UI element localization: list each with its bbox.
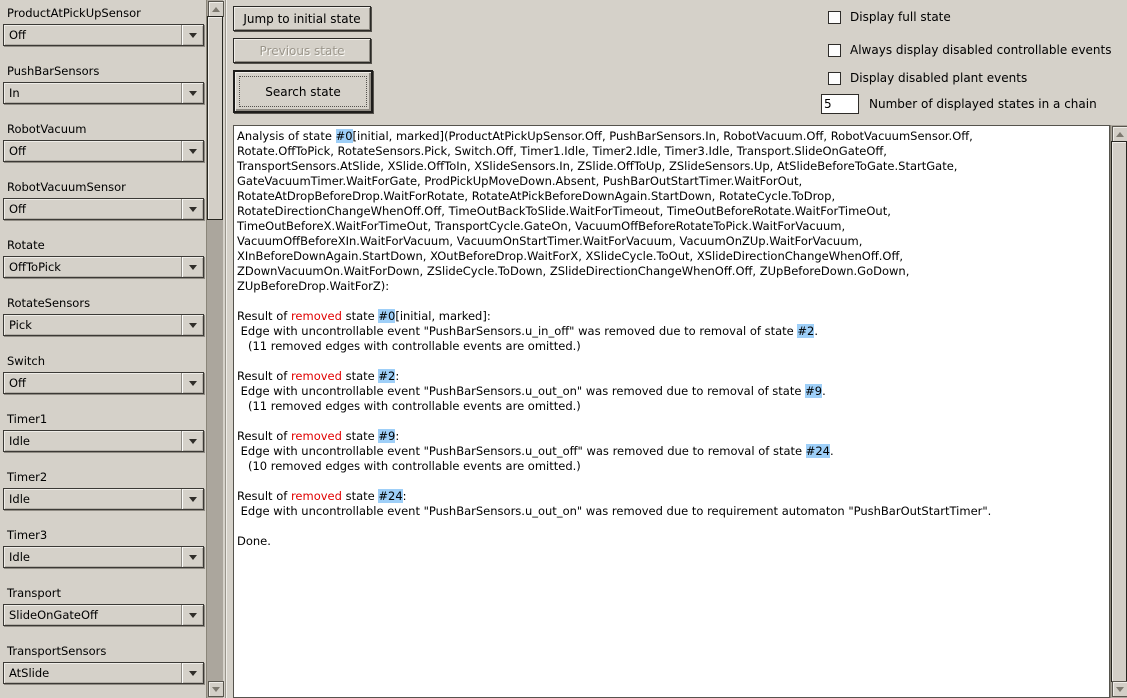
log-line [237,444,1107,459]
variable-select-timer3[interactable] [3,546,204,568]
state-variables-panel [0,0,206,698]
state-reference[interactable]: #9 [378,429,396,443]
variable-name-label: TransportSensors [7,644,107,658]
log-line [237,174,1107,189]
variable-group-rotatesensors [0,290,206,348]
chevron-down-icon[interactable] [182,25,203,45]
log-text: state [341,429,379,443]
log-line [237,324,1107,339]
option-row-always-disabled [828,43,1112,57]
log-text: Edge with uncontrollable event "PushBarSensors.u_out_off" was removed due to removal of state [237,444,806,458]
variable-select-productatpickupsensor[interactable] [3,24,204,46]
log-line [237,159,1107,174]
scroll-down-icon [212,687,220,692]
panel-divider [226,0,227,698]
variable-selected-value: Off [9,202,26,216]
scroll-down-icon [1116,687,1124,692]
analysis-output[interactable] [233,125,1110,698]
log-text: XInBeforeDownAgain.StartDown, XOutBeforeDrop.WaitForX, XSlideCycle.ToOut, XSlideDirectionChangeWhenOff.Off, [237,249,904,263]
variable-group-transport [0,580,206,638]
log-line [237,354,1107,369]
chevron-down-icon[interactable] [182,199,203,219]
variable-group-switch [0,348,206,406]
chevron-down-icon[interactable] [182,141,203,161]
state-reference[interactable]: #0 [378,309,396,323]
log-text: state [341,369,379,383]
variable-selected-value: In [9,86,20,100]
log-text: TransportSensors.AtSlide, XSlide.OffToIn, XSlideSensors.In, ZSlide.OffToUp, ZSlideSensors.Up, AtSlideBeforeToGate.StartGate, [237,159,958,173]
log-text: Result of [237,489,291,503]
chevron-down-icon[interactable] [182,373,203,393]
log-text: [initial, marked](ProductAtPickUpSensor.Off, PushBarSensors.In, RobotVacuum.Off, RobotVacuumSensor.Off, [352,129,973,143]
variable-select-timer1[interactable] [3,430,204,452]
variable-select-pushbarsensors[interactable] [3,82,204,104]
log-text: : [402,489,407,503]
scroll-up-icon [1116,132,1124,137]
log-line [237,234,1107,249]
log-text: Result of [237,309,291,323]
log-line [237,519,1107,534]
option-row-chain-count [821,94,1097,114]
variable-group-productatpickupsensor [0,0,206,58]
search-state-button-label: Search state [239,76,367,107]
chevron-down-icon[interactable] [182,315,203,335]
log-line [237,384,1107,399]
log-line [237,339,1107,354]
chevron-down-icon[interactable] [182,489,203,509]
variable-name-label: ProductAtPickUpSensor [7,6,141,20]
option-row-full-state [828,10,951,24]
variable-name-label: Switch [7,354,46,368]
output-scrollbar-thumb[interactable] [1111,141,1127,682]
variable-name-label: Transport [7,586,61,600]
variable-name-label: RobotVacuum [7,122,87,136]
variable-select-robotvacuumsensor[interactable] [3,198,204,220]
log-text: ZUpBeforeDrop.WaitForZ): [237,279,390,293]
variable-selected-value: SlideOnGateOff [9,608,98,622]
chain-count-label: Number of displayed states in a chain [869,97,1097,111]
log-line [237,369,1107,384]
log-text: RotateDirectionChangeWhenOff.Off, TimeOutBackToSlide.WaitForTimeout, TimeOutBeforeRotate.WaitForTimeOut, [237,204,891,218]
chevron-down-icon[interactable] [182,605,203,625]
variable-select-rotate[interactable] [3,256,204,278]
variable-selected-value: Idle [9,434,30,448]
state-reference[interactable]: #24 [805,444,831,458]
log-text: (10 removed edges with controllable events are omitted.) [237,459,581,473]
log-line [237,399,1107,414]
variable-name-label: RobotVacuumSensor [7,180,126,194]
removed-keyword: removed [290,429,342,443]
option-row-plant-events [828,71,1027,85]
log-line [237,129,1107,144]
variable-selected-value: Off [9,28,26,42]
output-scroll-up-button[interactable] [1112,126,1127,142]
log-line [237,474,1107,489]
log-text: [initial, marked]: [395,309,491,323]
state-reference[interactable]: #2 [378,369,396,383]
removed-keyword: removed [290,489,342,503]
variable-group-robotvacuumsensor [0,174,206,232]
variable-selected-value: Idle [9,550,30,564]
variable-select-timer2[interactable] [3,488,204,510]
log-line [237,279,1107,294]
log-line [237,489,1107,504]
always-display-disabled-controllable-checkbox[interactable] [828,44,841,57]
log-line [237,189,1107,204]
display-disabled-plant-events-checkbox[interactable] [828,72,841,85]
variable-name-label: Timer1 [7,412,48,426]
log-text: GateVacuumTimer.WaitForGate, ProdPickUpMoveDown.Absent, PushBarOutStartTimer.WaitForOut, [237,174,803,188]
log-text: TimeOutBeforeX.WaitForTimeOut, TransportCycle.GateOn, VacuumOffBeforeRotateToPick.WaitForVacuum, [237,219,846,233]
log-line [237,204,1107,219]
log-text: . [814,324,818,338]
chevron-down-icon[interactable] [182,431,203,451]
variable-group-pushbarsensors [0,58,206,116]
log-text: Result of [237,429,291,443]
scroll-up-button[interactable] [208,1,224,17]
log-text: VacuumOffBeforeXIn.WaitForVacuum, VacuumOnStartTimer.WaitForVacuum, VacuumOnZUp.WaitForVacuum, [237,234,863,248]
variable-select-transport[interactable] [3,604,204,626]
variable-name-label: Timer3 [7,528,48,542]
log-line [237,459,1107,474]
log-text: (11 removed edges with controllable events are omitted.) [237,399,581,413]
log-text: ZDownVacuumOn.WaitForDown, ZSlideCycle.ToDown, ZSlideDirectionChangeWhenOff.Off, ZUpBeforeDown.GoDown, [237,264,910,278]
log-text: Result of [237,369,291,383]
log-line [237,309,1107,324]
variable-select-switch[interactable] [3,372,204,394]
state-reference[interactable]: #9 [805,384,823,398]
variable-name-label: RotateSensors [7,296,91,310]
chain-count-input[interactable] [821,94,859,114]
sidebar-scrollbar[interactable] [206,0,223,698]
scroll-down-button[interactable] [208,681,224,697]
variable-group-robotvacuum [0,116,206,174]
log-text: Rotate.OffToPick, RotateSensors.Pick, Switch.Off, Timer1.Idle, Timer2.Idle, Timer3.Idle, Transport.SlideOnGateOff, [237,144,887,158]
log-text: (11 removed edges with controllable events are omitted.) [237,339,581,353]
scroll-up-icon [212,7,220,12]
log-text: Edge with uncontrollable event "PushBarSensors.u_in_off" was removed due to removal of state [237,324,798,338]
always-display-disabled-controllable-label: Always display disabled controllable events [850,43,1112,57]
log-text: Edge with uncontrollable event "PushBarSensors.u_out_on" was removed due to removal of state [237,384,806,398]
chevron-down-icon[interactable] [182,663,203,683]
log-text: Analysis of state [237,129,336,143]
variable-selected-value: OffToPick [9,260,61,274]
jump-initial-state-button[interactable]: Jump to initial state [233,6,371,31]
log-text: Done. [237,534,271,548]
chevron-down-icon[interactable] [182,83,203,103]
variable-select-transportsensors[interactable] [3,662,204,684]
variable-selected-value: Pick [9,318,32,332]
log-line [237,219,1107,234]
state-reference[interactable]: #24 [378,489,403,503]
variable-selected-value: AtSlide [9,666,50,680]
variable-name-label: PushBarSensors [7,64,100,78]
removed-keyword: removed [290,309,342,323]
log-text: . [830,444,834,458]
state-reference[interactable]: #0 [335,129,353,143]
chevron-down-icon[interactable] [182,547,203,567]
variable-group-timer1 [0,406,206,464]
variable-name-label: Rotate [7,238,45,252]
variable-name-label: Timer2 [7,470,48,484]
log-line [237,294,1107,309]
log-line [237,144,1107,159]
state-reference[interactable]: #2 [797,324,815,338]
search-state-button[interactable] [233,70,373,113]
log-line [237,264,1107,279]
output-scrollbar[interactable] [1110,125,1127,698]
variable-selected-value: Idle [9,492,30,506]
previous-state-button[interactable]: Previous state [233,38,371,63]
variable-selected-value: Off [9,376,26,390]
log-line [237,414,1107,429]
variable-group-rotate [0,232,206,290]
sidebar-scrollbar-thumb[interactable] [207,16,223,220]
chevron-down-icon[interactable] [182,257,203,277]
log-line [237,534,1107,549]
variable-select-rotatesensors[interactable] [3,314,204,336]
variable-group-timer2 [0,464,206,522]
log-text: Edge with uncontrollable event "PushBarSensors.u_out_on" was removed due to requirement automaton "PushBarOutStartTimer". [237,504,992,518]
log-line [237,504,1107,519]
log-text: . [822,384,826,398]
variable-group-timer3 [0,522,206,580]
log-line [237,249,1107,264]
log-text: state [341,309,379,323]
display-full-state-checkbox[interactable] [828,11,841,24]
output-scroll-down-button[interactable] [1112,681,1127,697]
log-line [237,429,1107,444]
log-text: : [395,429,400,443]
log-text: state [341,489,379,503]
log-text: : [395,369,400,383]
variable-group-transportsensors [0,638,206,696]
removed-keyword: removed [290,369,342,383]
variable-select-robotvacuum[interactable] [3,140,204,162]
variable-selected-value: Off [9,144,26,158]
log-text: RotateAtDropBeforeDrop.WaitForRotate, RotateAtPickBeforeDownAgain.StartDown, RotateCycle.ToDrop, [237,189,836,203]
display-full-state-label: Display full state [850,10,951,24]
display-disabled-plant-events-label: Display disabled plant events [850,71,1028,85]
